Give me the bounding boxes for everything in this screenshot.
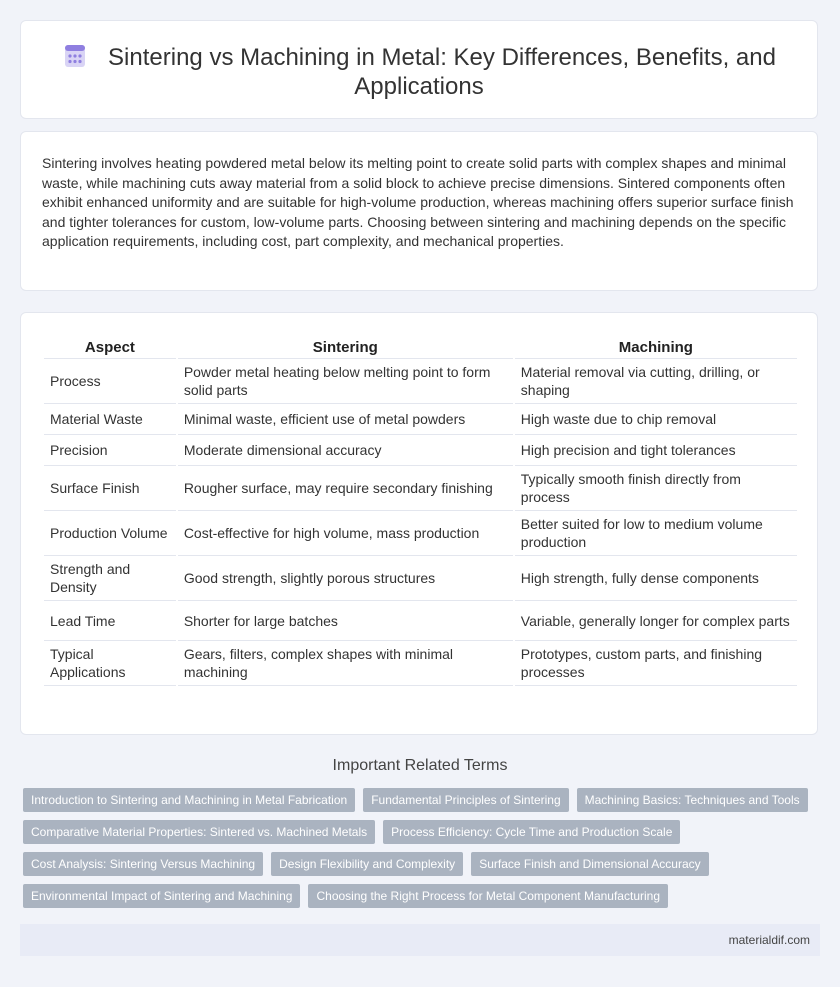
cell-aspect: Surface Finish [44,466,176,511]
header-sintering: Sintering [178,334,513,359]
related-terms-title: Important Related Terms [332,757,508,774]
cell-machining: High precision and tight tolerances [515,435,797,466]
cell-aspect: Lead Time [44,601,176,641]
related-term-tag[interactable]: Design Flexibility and Complexity [271,852,463,876]
related-term-tag[interactable]: Cost Analysis: Sintering Versus Machining [23,852,263,876]
header-card [20,20,818,119]
cell-sintering: Rougher surface, may require secondary finishing [178,466,513,511]
cell-sintering: Moderate dimensional accuracy [178,435,513,466]
cell-sintering: Good strength, slightly porous structures [178,556,513,601]
cell-aspect: Strength and Density [44,556,176,601]
intro-paragraph: Sintering involves heating powdered metal below its melting point to create solid parts with complex shapes and minimal waste, while machining cuts away material from a solid block to achieve precise dimensions. Sintered components often exhibit enhanced uniformity and are suitable for high-volume production, whereas machining offers superior surface finish and tighter tolerances for custom, low-volume parts. Choosing between sintering and machining depends on the specific application requirements, including cost, part complexity, and mechanical properties. [42,155,794,250]
cell-machining: Material removal via cutting, drilling, or shaping [515,359,797,404]
table-row [44,435,797,466]
table-row [44,601,797,641]
page-title: Sintering vs Machining in Metal: Key Differences, Benefits, and Applications [108,44,776,100]
cell-machining: Variable, generally longer for complex parts [515,601,797,641]
related-term-tag[interactable]: Fundamental Principles of Sintering [363,788,568,812]
related-term-tag[interactable]: Process Efficiency: Cycle Time and Production Scale [383,820,680,844]
header-machining: Machining [515,334,797,359]
related-terms-tags [23,788,823,908]
cell-sintering: Cost-effective for high volume, mass production [178,511,513,556]
page-title-wrap [61,43,777,101]
table-row [44,641,797,686]
table-row [44,556,797,601]
table-row [44,359,797,404]
cell-aspect: Precision [44,435,176,466]
cell-machining: High waste due to chip removal [515,404,797,435]
cell-machining: High strength, fully dense components [515,556,797,601]
related-term-tag[interactable]: Environmental Impact of Sintering and Machining [23,884,300,908]
table-header-row [44,334,797,359]
related-term-tag[interactable]: Machining Basics: Techniques and Tools [577,788,808,812]
cell-sintering: Gears, filters, complex shapes with minimal machining [178,641,513,686]
table-row [44,404,797,435]
cell-aspect: Process [44,359,176,404]
table-row [44,466,797,511]
document-icon [62,43,88,69]
cell-aspect: Material Waste [44,404,176,435]
footer-bar [20,924,820,956]
comparison-table [42,334,799,686]
cell-machining: Better suited for low to medium volume production [515,511,797,556]
related-term-tag[interactable]: Comparative Material Properties: Sintered vs. Machined Metals [23,820,375,844]
cell-sintering: Shorter for large batches [178,601,513,641]
comparison-table-card [20,312,818,735]
cell-sintering: Minimal waste, efficient use of metal powders [178,404,513,435]
footer-site-link[interactable]: materialdif.com [728,933,810,947]
cell-aspect: Typical Applications [44,641,176,686]
related-term-tag[interactable]: Introduction to Sintering and Machining in Metal Fabrication [23,788,355,812]
cell-sintering: Powder metal heating below melting point to form solid parts [178,359,513,404]
header-aspect: Aspect [44,334,176,359]
related-term-tag[interactable]: Surface Finish and Dimensional Accuracy [471,852,708,876]
related-term-tag[interactable]: Choosing the Right Process for Metal Component Manufacturing [308,884,668,908]
table-row [44,511,797,556]
cell-aspect: Production Volume [44,511,176,556]
cell-machining: Prototypes, custom parts, and finishing processes [515,641,797,686]
cell-machining: Typically smooth finish directly from process [515,466,797,511]
intro-card [20,131,818,291]
